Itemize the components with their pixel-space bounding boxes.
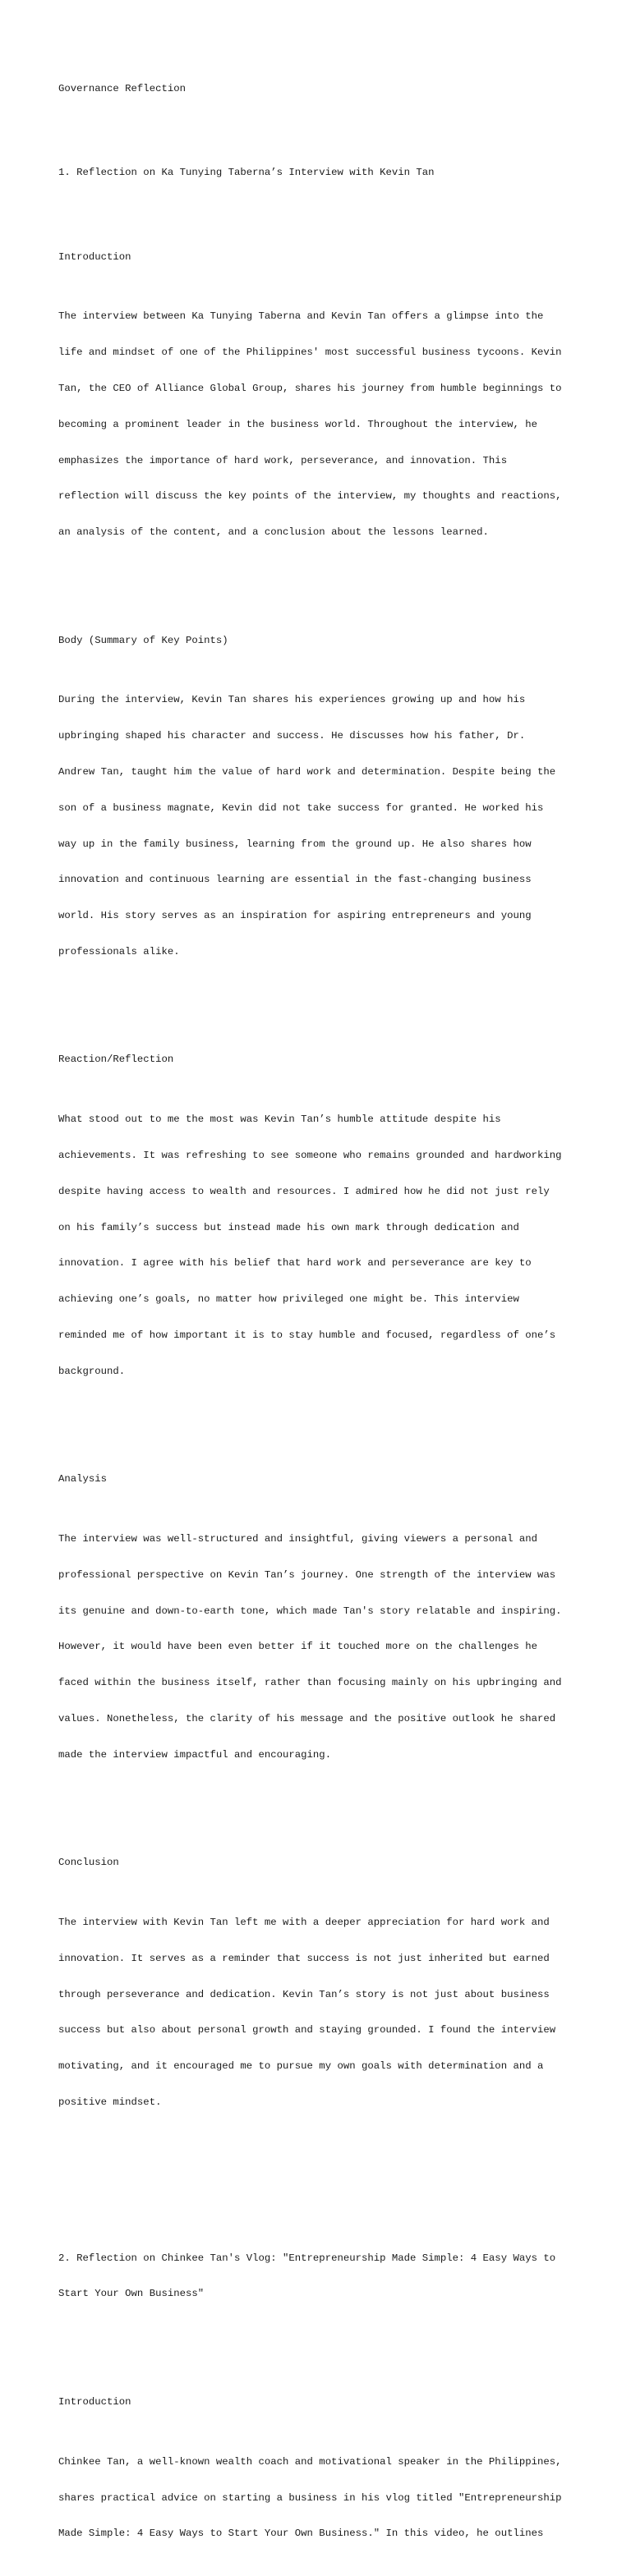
section-1-reaction-paragraph bbox=[58, 1090, 584, 1401]
paragraph-line: The interview between Ka Tunying Taberna and Kevin Tan offers a glimpse into the bbox=[58, 310, 544, 323]
paragraph-line: made the interview impactful and encouraging. bbox=[58, 1748, 332, 1761]
paragraph-line: innovation and continuous learning are essential in the fast-changing business bbox=[58, 874, 532, 886]
paragraph-line: on his family’s success but instead made his own mark through dedication and bbox=[58, 1221, 519, 1233]
paragraph-line: The interview with Kevin Tan left me with a deeper appreciation for hard work and bbox=[58, 1917, 550, 1929]
paragraph-line: achieving one’s goals, no matter how privileged one might be. This interview bbox=[58, 1293, 519, 1306]
paragraph-line: The interview was well-structured and insightful, giving viewers a personal and bbox=[58, 1533, 537, 1545]
paragraph-line: Made Simple: 4 Easy Ways to Start Your Own Business." In this video, he outlines bbox=[58, 2528, 544, 2540]
paragraph-line: upbringing shaped his character and success. He discusses how his father, Dr. bbox=[58, 730, 526, 742]
paragraph-line: its genuine and down-to-earth tone, which made Tan's story relatable and inspiring. bbox=[58, 1605, 562, 1617]
section-1-body-paragraph bbox=[58, 670, 584, 981]
paragraph-line: innovation. I agree with his belief that hard work and perseverance are key to bbox=[58, 1257, 532, 1270]
section-1-conclusion-paragraph bbox=[58, 1893, 584, 2133]
document-page bbox=[58, 59, 584, 2576]
paragraph-line: background. bbox=[58, 1365, 126, 1377]
section-1-body-label: Body (Summary of Key Points) bbox=[58, 634, 228, 646]
paragraph-line: Andrew Tan, taught him the value of hard work and determination. Despite being the bbox=[58, 766, 556, 778]
paragraph-line: values. Nonetheless, the clarity of his message and the positive outlook he shared bbox=[58, 1712, 556, 1724]
paragraph-line: Tan, the CEO of Alliance Global Group, shares his journey from humble beginnings to bbox=[58, 383, 562, 395]
paragraph-line: Chinkee Tan, a well-known wealth coach and motivational speaker in the Philippines, bbox=[58, 2455, 562, 2468]
paragraph-line: faced within the business itself, rather than focusing mainly on his upbringing and bbox=[58, 1677, 562, 1689]
paragraph-line: motivating, and it encouraged me to pursue my own goals with determination and a bbox=[58, 2060, 544, 2073]
heading-line: Start Your Own Business" bbox=[58, 2288, 205, 2300]
paragraph-line: During the interview, Kevin Tan shares his experiences growing up and how his bbox=[58, 694, 526, 706]
paragraph-line: through perseverance and dedication. Kevin Tan’s story is not just about business bbox=[58, 1988, 550, 2000]
heading-line: 2. Reflection on Chinkee Tan's Vlog: "Entrepreneurship Made Simple: 4 Easy Ways to bbox=[58, 2252, 556, 2264]
paragraph-line: world. His story serves as an inspiration for aspiring entrepreneurs and young bbox=[58, 910, 532, 922]
paragraph-line: son of a business magnate, Kevin did not take success for granted. He worked his bbox=[58, 801, 544, 814]
section-1-reaction-label: Reaction/Reflection bbox=[58, 1054, 174, 1066]
paragraph-line: professionals alike. bbox=[58, 945, 180, 957]
paragraph-line: despite having access to wealth and resources. I admired how he did not just rely bbox=[58, 1185, 550, 1197]
paragraph-line: What stood out to me the most was Kevin Tan’s humble attitude despite his bbox=[58, 1114, 501, 1126]
paragraph-line: life and mindset of one of the Philippines' most successful business tycoons. Kevin bbox=[58, 347, 562, 359]
section-2-intro-label: Introduction bbox=[58, 2395, 131, 2408]
paragraph-line: achievements. It was refreshing to see someone who remains grounded and hardworking bbox=[58, 1150, 562, 1162]
paragraph-line: However, it would have been even better if it touched more on the challenges he bbox=[58, 1641, 537, 1653]
paragraph-line: reminded me of how important it is to stay humble and focused, regardless of one’s bbox=[58, 1329, 556, 1341]
section-1-analysis-paragraph bbox=[58, 1509, 584, 1785]
paragraph-line: professional perspective on Kevin Tan’s journey. One strength of the interview was bbox=[58, 1568, 556, 1581]
section-1-heading: 1. Reflection on Ka Tunying Taberna’s Interview with Kevin Tan bbox=[58, 167, 435, 179]
paragraph-line: shares practical advice on starting a business in his vlog titled "Entrepreneurship bbox=[58, 2491, 562, 2504]
paragraph-line: emphasizes the importance of hard work, perseverance, and innovation. This bbox=[58, 454, 508, 466]
section-1-intro-paragraph bbox=[58, 287, 584, 562]
paragraph-line: success but also about personal growth and staying grounded. I found the interview bbox=[58, 2024, 556, 2036]
section-2-intro-paragraph bbox=[58, 2432, 584, 2565]
paragraph-line: an analysis of the content, and a conclusion about the lessons learned. bbox=[58, 526, 489, 539]
section-2-heading bbox=[58, 2228, 584, 2324]
section-1-intro-label: Introduction bbox=[58, 250, 131, 263]
section-1-analysis-label: Analysis bbox=[58, 1473, 108, 1485]
paragraph-line: positive mindset. bbox=[58, 2096, 162, 2108]
paragraph-line: reflection will discuss the key points of the interview, my thoughts and reactions, bbox=[58, 490, 562, 503]
paragraph-line: innovation. It serves as a reminder that success is not just inherited but earned bbox=[58, 1952, 550, 1964]
paragraph-line: way up in the family business, learning from the ground up. He also shares how bbox=[58, 838, 532, 850]
document-title: Governance Reflection bbox=[58, 83, 186, 95]
section-1-conclusion-label: Conclusion bbox=[58, 1857, 119, 1869]
paragraph-line: becoming a prominent leader in the business world. Throughout the interview, he bbox=[58, 418, 537, 430]
